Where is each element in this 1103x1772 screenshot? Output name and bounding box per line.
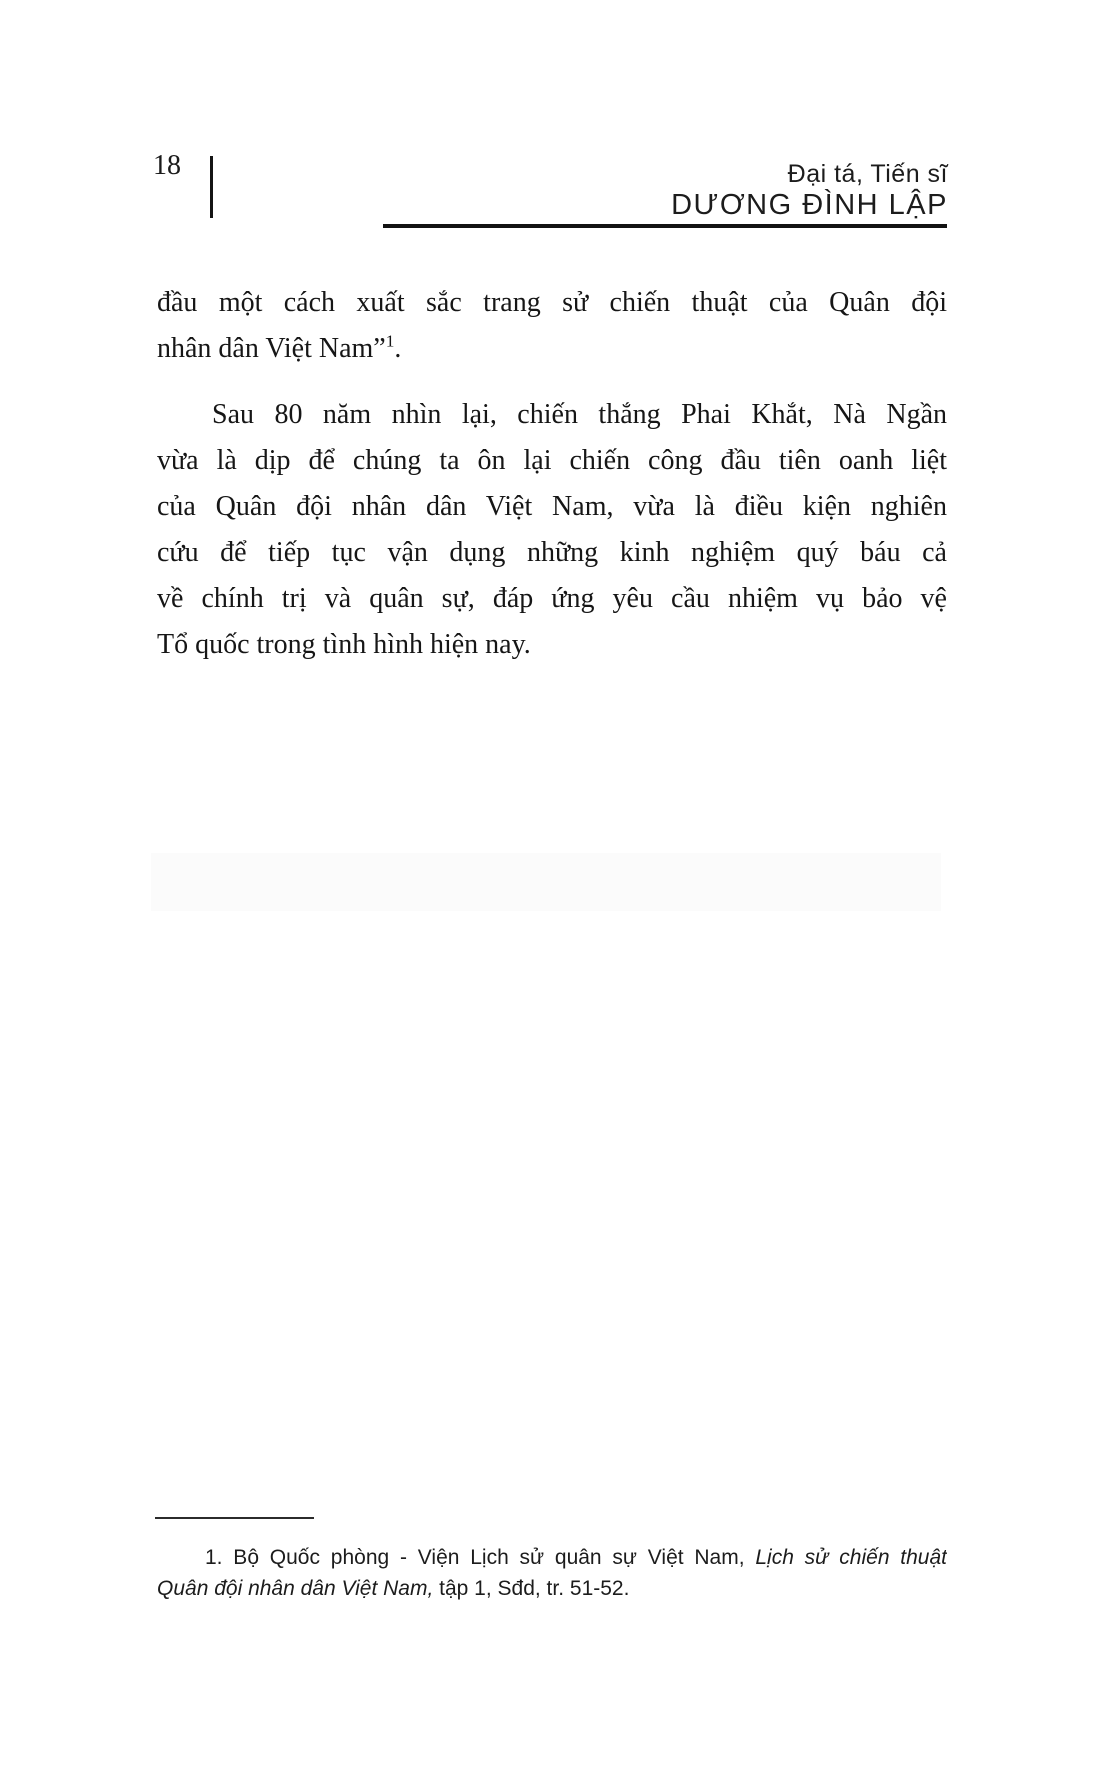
footnote-book-title-italic: Lịch sử chiến thuật [755, 1546, 947, 1569]
scan-artifact-band [151, 853, 941, 911]
body-line: Tổ quốc trong tình hình hiện nay. [157, 629, 531, 660]
footnote-citation-text: 1. Bộ Quốc phòng - Viện Lịch sử quân sự Việt Nam, [205, 1546, 756, 1569]
body-line [157, 326, 947, 372]
body-line-text: nhân dân Việt Nam” [157, 333, 386, 364]
page-number: 18 [153, 150, 181, 181]
footnote-line [157, 1542, 947, 1573]
body-line: của Quân đội nhân dân Việt Nam, vừa là điều kiện nghiên [157, 491, 947, 522]
footnote-line [157, 1573, 947, 1604]
footnote-separator-rule [155, 1517, 314, 1519]
footnote-block [157, 1542, 947, 1604]
body-line: cứu để tiếp tục vận dụng những kinh nghiệm quý báu cả [157, 537, 947, 568]
header-byline [671, 159, 948, 222]
body-line: đầu một cách xuất sắc trang sử chiến thuật của Quân đội [157, 287, 947, 318]
sentence-end-period: . [394, 333, 402, 364]
body-line: về chính trị và quân sự, đáp ứng yêu cầu nhiệm vụ bảo vệ [157, 583, 947, 614]
author-rank-title: Đại tá, Tiến sĩ [787, 160, 948, 188]
body-text-block [157, 280, 947, 668]
footnote-citation-text: tập 1, Sđd, tr. 51-52. [433, 1577, 630, 1600]
footnote-reference-marker: 1 [385, 331, 395, 351]
author-name: DƯƠNG ĐÌNH LẬP [671, 189, 948, 221]
header-vertical-bar [210, 156, 213, 218]
body-line: Sau 80 năm nhìn lại, chiến thắng Phai Khắt, Nà Ngần [212, 399, 947, 430]
header-horizontal-rule [383, 224, 947, 228]
body-line: vừa là dịp để chúng ta ôn lại chiến công đầu tiên oanh liệt [157, 445, 947, 476]
paragraph-2 [157, 392, 947, 668]
footnote-book-title-italic: Quân đội nhân dân Việt Nam, [157, 1577, 434, 1600]
paragraph-1 [157, 280, 947, 372]
